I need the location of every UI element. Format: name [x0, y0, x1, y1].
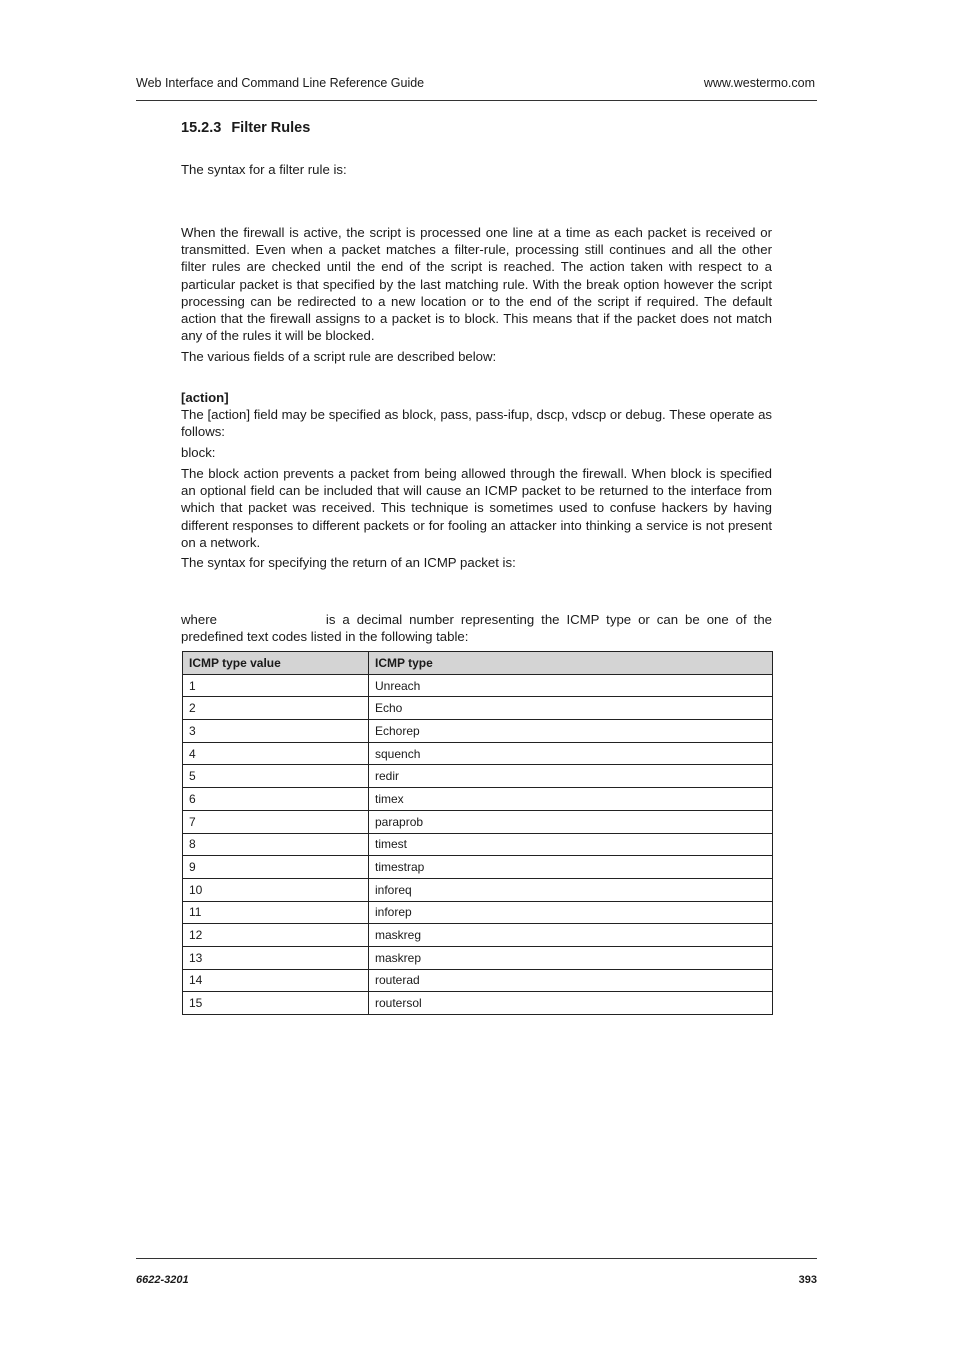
- icmp-value-cell: 1: [183, 674, 369, 697]
- icmp-value-cell: 2: [183, 697, 369, 720]
- column-header-icmp-type-value: ICMP type value: [183, 652, 369, 675]
- table-row: [183, 720, 773, 743]
- icmp-type-cell: timest: [369, 833, 773, 856]
- icmp-type-cell: squench: [369, 742, 773, 765]
- section-number: 15.2.3: [181, 120, 222, 136]
- table-row: [183, 924, 773, 947]
- table-row: [183, 742, 773, 765]
- icmp-value-cell: 4: [183, 742, 369, 765]
- table-row: [183, 946, 773, 969]
- table-row: [183, 901, 773, 924]
- table-row: [183, 969, 773, 992]
- table-row: [183, 674, 773, 697]
- icmp-type-cell: maskrep: [369, 946, 773, 969]
- return-syntax-text: The syntax for specifying the return of an ICMP packet is:: [181, 555, 516, 570]
- table-row: [183, 810, 773, 833]
- return-syntax-paragraph: [181, 554, 772, 571]
- icmp-value-cell: 13: [183, 946, 369, 969]
- icmp-value-cell: 3: [183, 720, 369, 743]
- table-row: [183, 878, 773, 901]
- icmp-type-cell: maskreg: [369, 924, 773, 947]
- icmp-value-cell: 6: [183, 788, 369, 811]
- icmp-type-cell: routerad: [369, 969, 773, 992]
- section-heading: [181, 120, 310, 136]
- action-description: The [action] field may be specified as block, pass, pass-ifup, dscp, vdscp or debug. These operate as follows:: [181, 407, 772, 440]
- icmp-value-cell: 7: [183, 810, 369, 833]
- firewall-active-paragraph: [181, 224, 772, 344]
- block-description: The block action prevents a packet from being allowed through the firewall. When block is specified an optional field can be included that will cause an ICMP packet to be returned to the interface from which that packet was received. This technique is sometimes used to confuse hackers by having different responses to different packets or for fooling an attacker into thinking a service is not present on a network.: [181, 466, 772, 550]
- icmp-value-cell: 10: [183, 878, 369, 901]
- block-label: block:: [181, 445, 216, 460]
- header-title: Web Interface and Command Line Reference Guide: [136, 76, 425, 90]
- icmp-type-cell: timex: [369, 788, 773, 811]
- table-row: [183, 856, 773, 879]
- header-url[interactable]: www.westermo.com: [703, 76, 815, 90]
- table-row: [183, 697, 773, 720]
- where-word: where: [181, 612, 217, 627]
- table-row: [183, 992, 773, 1015]
- icmp-type-cell: inforeq: [369, 878, 773, 901]
- action-section: [181, 389, 772, 441]
- fields-intro-text: The various fields of a script rule are described below:: [181, 349, 497, 364]
- syntax-intro-text: The syntax for a filter rule is:: [181, 162, 347, 177]
- action-heading: [action]: [181, 390, 229, 405]
- footer-doc-number: 6622-3201: [136, 1274, 189, 1286]
- column-header-icmp-type: ICMP type: [369, 652, 773, 675]
- syntax-intro-paragraph: [181, 161, 772, 178]
- table-header-row: [183, 652, 773, 675]
- header-divider: [136, 100, 817, 101]
- icmp-type-cell: paraprob: [369, 810, 773, 833]
- table-row: [183, 833, 773, 856]
- firewall-active-text: When the firewall is active, the script is processed one line at a time as each packet is received or transmitted. Even when a packet matches a filter-rule, processing still continues and all the other filter rules are checked until the end of the script is reached. The action taken with respect to a particular packet is that specified by the last matching rule. With the break option however the script processing can be redirected to a new location or to the end of the script if required. The default action that the firewall assigns to a packet is to block. This means that if the packet does not match any of the rules it will be blocked.: [181, 225, 772, 344]
- icmp-type-cell: Unreach: [369, 674, 773, 697]
- block-label-paragraph: [181, 444, 772, 461]
- icmp-type-cell: routersol: [369, 992, 773, 1015]
- section-title: Filter Rules: [231, 120, 311, 136]
- icmp-type-cell: Echo: [369, 697, 773, 720]
- where-paragraph: [181, 611, 772, 645]
- table-row: [183, 765, 773, 788]
- icmp-type-cell: redir: [369, 765, 773, 788]
- footer-divider: [136, 1258, 817, 1259]
- icmp-value-cell: 8: [183, 833, 369, 856]
- icmp-value-cell: 12: [183, 924, 369, 947]
- fields-intro-paragraph: [181, 348, 772, 365]
- icmp-type-cell: inforep: [369, 901, 773, 924]
- icmp-value-cell: 11: [183, 901, 369, 924]
- where-rest: is a decimal number representing the ICMP type or can be one of the predefined text codes listed in the following table:: [181, 612, 772, 645]
- icmp-value-cell: 15: [183, 992, 369, 1015]
- icmp-type-table: [182, 651, 773, 1015]
- icmp-type-cell: timestrap: [369, 856, 773, 879]
- block-description-paragraph: [181, 465, 772, 551]
- footer-page-number: 393: [798, 1274, 817, 1286]
- icmp-value-cell: 14: [183, 969, 369, 992]
- icmp-value-cell: 5: [183, 765, 369, 788]
- icmp-value-cell: 9: [183, 856, 369, 879]
- table-row: [183, 788, 773, 811]
- icmp-type-cell: Echorep: [369, 720, 773, 743]
